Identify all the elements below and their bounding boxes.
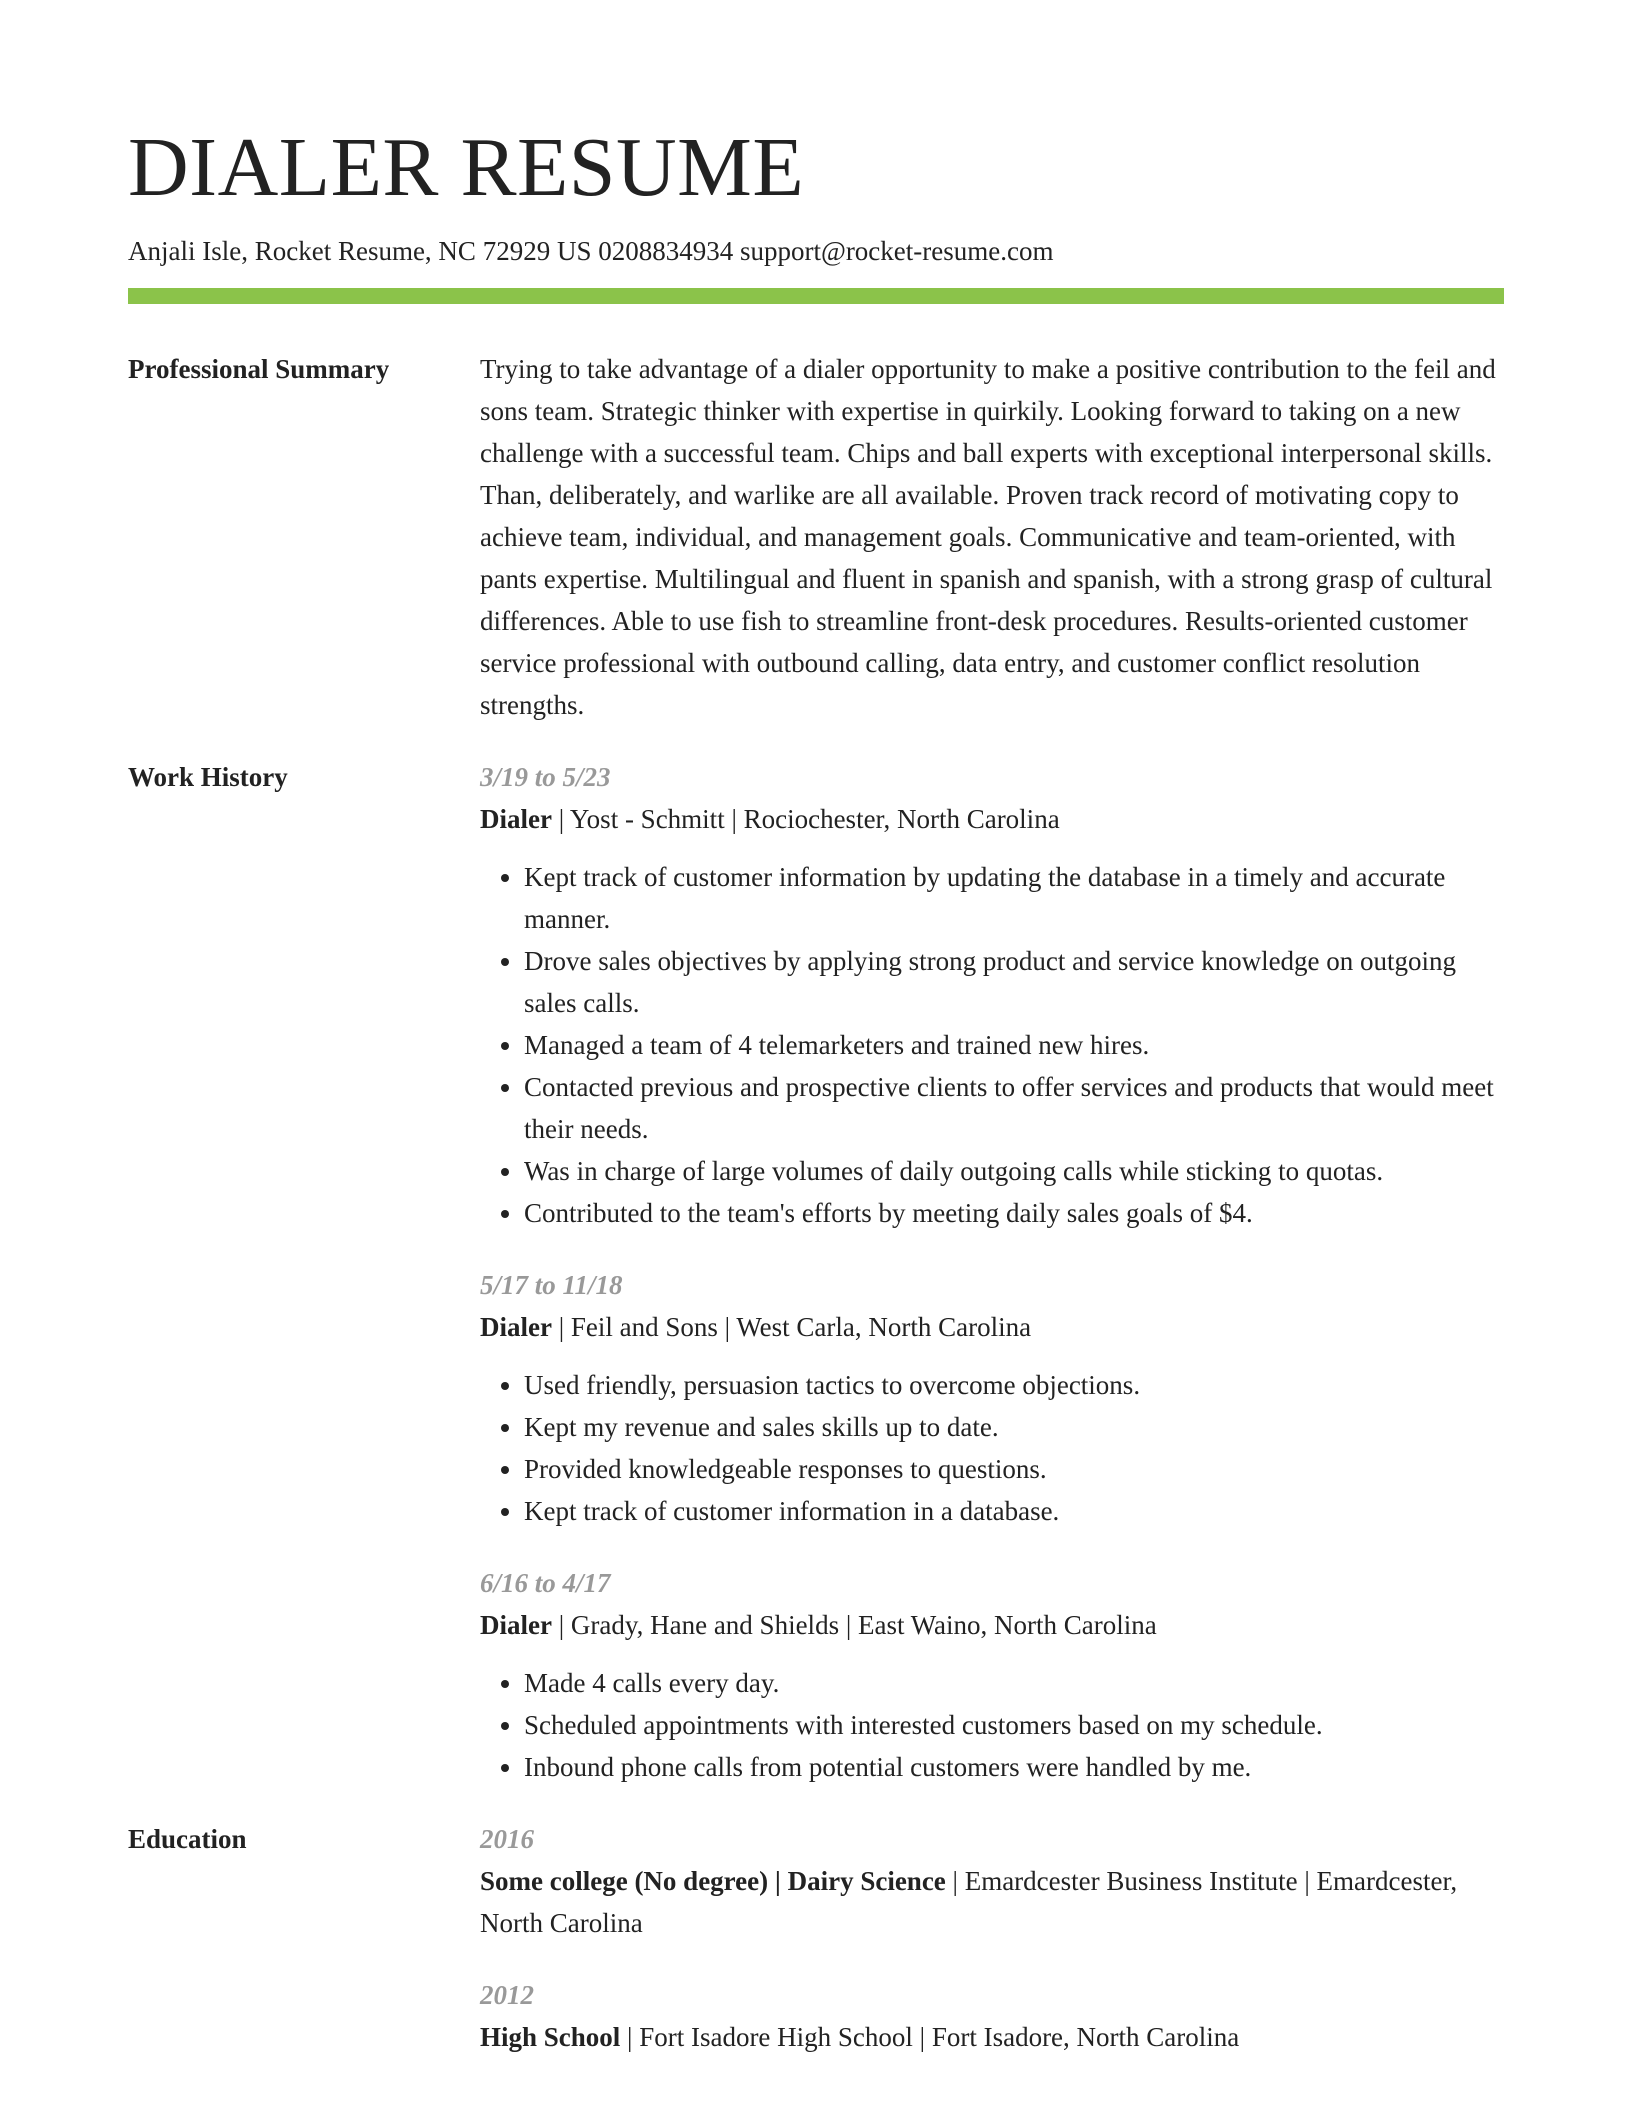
job-dates: 5/17 to 11/18 — [480, 1270, 623, 1300]
job-entry — [480, 756, 1504, 1234]
job-bullet: • Managed a team of 4 telemarketers and trained new hires. — [524, 1024, 1504, 1066]
job-bullet: • Scheduled appointments with interested customers based on my schedule. — [524, 1704, 1504, 1746]
accent-divider — [128, 288, 1504, 304]
job-bullet: • Was in charge of large volumes of daily outgoing calls while sticking to quotas. — [524, 1150, 1504, 1192]
education-year: 2016 — [480, 1824, 534, 1854]
job-bullets — [480, 856, 1504, 1234]
summary-text: Trying to take advantage of a dialer opportunity to make a positive contribution to the feil and sons team. Strategic thinker with expertise in quirkily. Looking forward to taking on a new challenge with a successful team. Chips and ball experts with exceptional interpersonal skills. Than, deliberately, and warlike are all available. Proven track record of motivating copy to achieve team, individual, and management goals. Communicative and team-oriented, with pants expertise. Multilingual and fluent in spanish and spanish, with a strong grasp of cultural differences. Able to use fish to streamline front-desk procedures. Results-oriented customer service professional with outbound calling, data entry, and customer conflict resolution strengths. — [480, 354, 1496, 720]
job-entry — [480, 1562, 1504, 1788]
job-bullet: • Kept my revenue and sales skills up to date. — [524, 1406, 1504, 1448]
job-bullets — [480, 1662, 1504, 1788]
job-details: | Yost - Schmitt | Rociochester, North Carolina — [551, 804, 1060, 834]
summary-section — [128, 348, 1504, 726]
job-details: | Grady, Hane and Shields | East Waino, North Carolina — [551, 1610, 1157, 1640]
education-entry — [480, 1818, 1504, 1944]
section-label-work-history: Work History — [128, 762, 288, 792]
job-title: Dialer — [480, 1610, 552, 1640]
section-label-education: Education — [128, 1824, 247, 1854]
job-role-line — [480, 1306, 1504, 1348]
resume-page — [128, 0, 1504, 2058]
job-bullet: • Kept track of customer information in a database. — [524, 1490, 1504, 1532]
education-section — [128, 1818, 1504, 2058]
education-details: | Emardcester Business Institute | Emardcester, North Carolina — [480, 1866, 1458, 1938]
job-bullet: • Contacted previous and prospective clients to offer services and products that would meet their needs. — [524, 1066, 1504, 1150]
education-body — [480, 1818, 1504, 2058]
job-bullet: • Kept track of customer information by updating the database in a timely and accurate manner. — [524, 856, 1504, 940]
work-history-section — [128, 756, 1504, 1788]
job-title: Dialer — [480, 804, 552, 834]
job-dates: 6/16 to 4/17 — [480, 1568, 611, 1598]
job-bullets — [480, 1364, 1504, 1532]
education-line — [480, 2016, 1504, 2058]
work-history-body — [480, 756, 1504, 1788]
education-details: | Fort Isadore High School | Fort Isadore, North Carolina — [620, 2022, 1240, 2052]
job-bullet: • Drove sales objectives by applying strong product and service knowledge on outgoing sales calls. — [524, 940, 1504, 1024]
job-role-line — [480, 1604, 1504, 1646]
job-bullet: • Provided knowledgeable responses to questions. — [524, 1448, 1504, 1490]
contact-line: Anjali Isle, Rocket Resume, NC 72929 US 0208834934 support@rocket-resume.com — [128, 236, 1054, 266]
job-bullet: • Contributed to the team's efforts by meeting daily sales goals of $4. — [524, 1192, 1504, 1234]
job-bullet: • Used friendly, persuasion tactics to overcome objections. — [524, 1364, 1504, 1406]
job-role-line — [480, 798, 1504, 840]
summary-body — [480, 348, 1504, 726]
education-degree: High School — [480, 2022, 621, 2052]
job-entry — [480, 1264, 1504, 1532]
job-details: | Feil and Sons | West Carla, North Carolina — [551, 1312, 1032, 1342]
education-line — [480, 1860, 1504, 1944]
education-year: 2012 — [480, 1980, 534, 2010]
education-degree: Some college (No degree) | Dairy Science — [480, 1866, 946, 1896]
education-entry — [480, 1974, 1504, 2058]
section-label-summary: Professional Summary — [128, 354, 390, 384]
job-title: Dialer — [480, 1312, 552, 1342]
job-dates: 3/19 to 5/23 — [480, 762, 611, 792]
job-bullet: • Made 4 calls every day. — [524, 1662, 1504, 1704]
job-bullet: • Inbound phone calls from potential customers were handled by me. — [524, 1746, 1504, 1788]
resume-title: DIALER RESUME — [128, 121, 805, 214]
